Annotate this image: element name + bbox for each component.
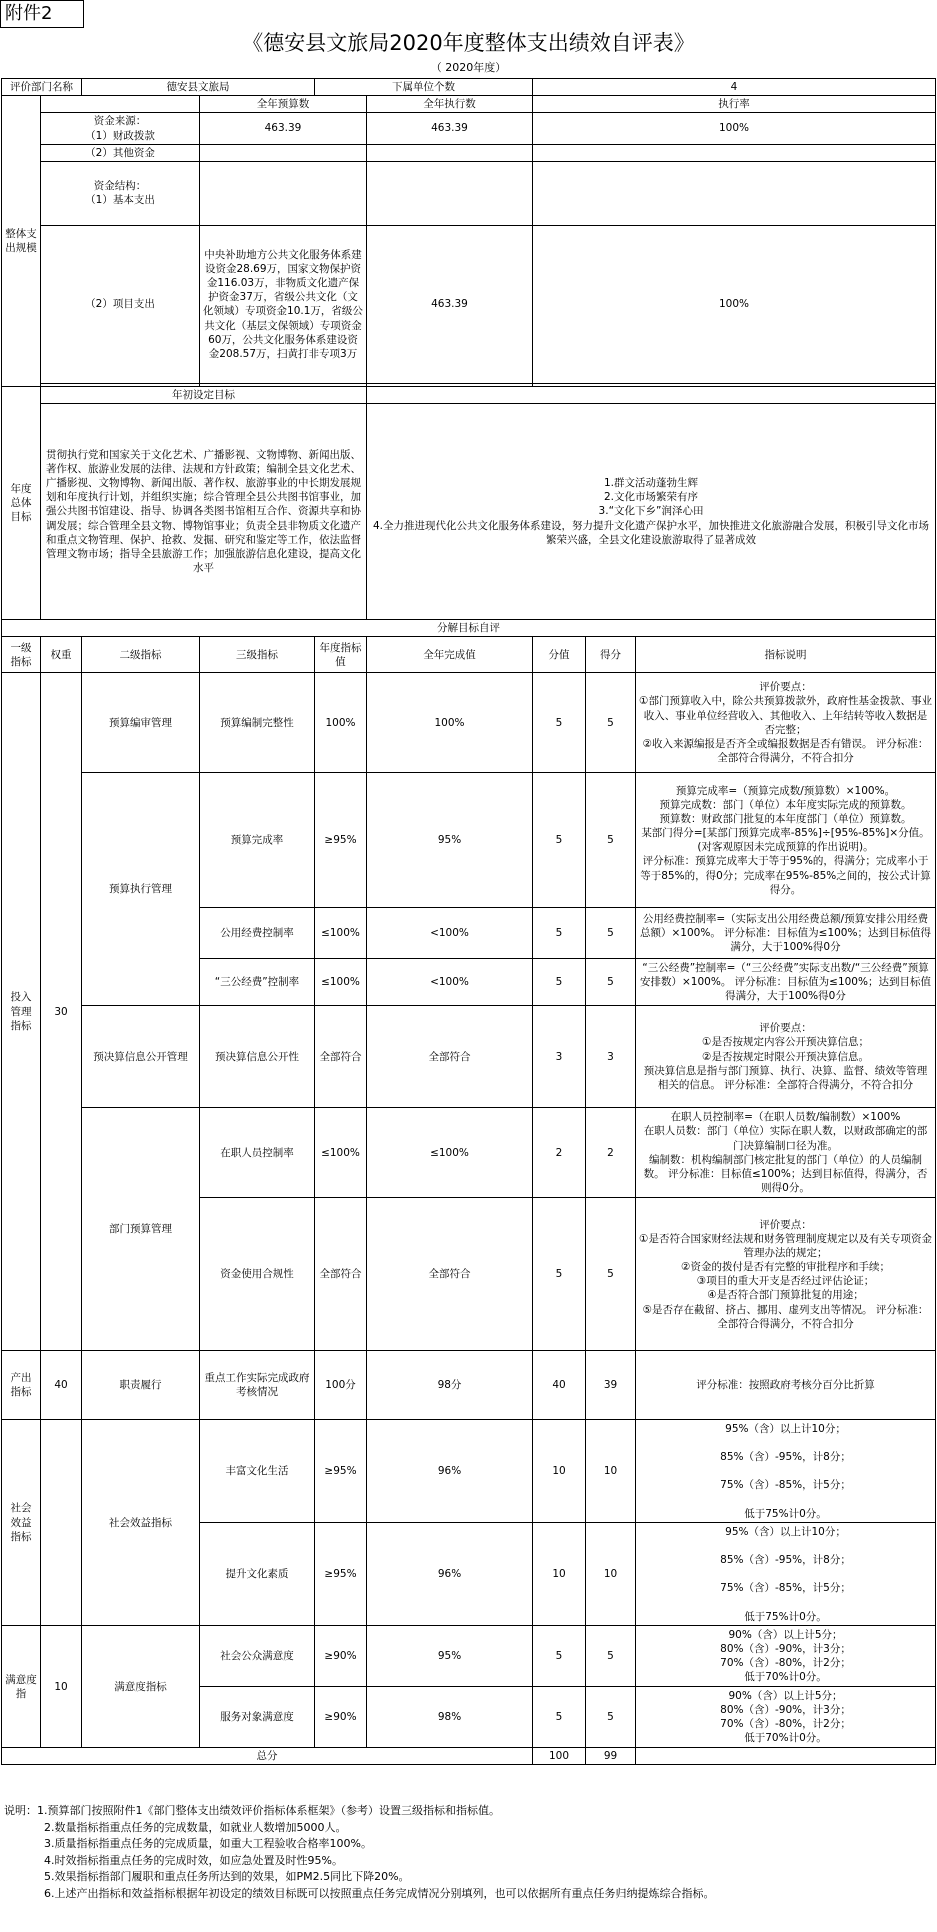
table-row-done: 98分 [367, 1351, 533, 1420]
scale-section-label: 整体支出规模 [2, 96, 41, 387]
notes-section [4, 1803, 934, 1902]
funding-source-exec: 463.39 [367, 113, 533, 144]
annex-label: 附件2 [0, 0, 84, 28]
table-row-l3: 预决算信息公开性 [200, 1006, 315, 1108]
table-row-got: 5 [586, 1626, 636, 1687]
col-exec-header: 全年执行数 [367, 96, 533, 113]
table-row-done: 98% [367, 1687, 533, 1748]
social-l2: 社会效益指标 [82, 1420, 200, 1626]
table-row-l3: 资金使用合规性 [200, 1198, 315, 1351]
header-got: 得分 [586, 637, 636, 673]
dept-value-cell: 德安县文旅局 [82, 79, 315, 96]
table-row-l3: 社会公众满意度 [200, 1626, 315, 1687]
table-row-target: ≤100% [315, 908, 367, 959]
header-score: 分值 [533, 637, 586, 673]
table-row-l2: 预决算信息公开管理 [82, 1006, 200, 1108]
table-row-target: 全部符合 [315, 1198, 367, 1351]
table-row-score: 40 [533, 1351, 586, 1420]
table-row-score: 10 [533, 1523, 586, 1626]
table-row-done: 96% [367, 1420, 533, 1523]
table-row-done: 95% [367, 773, 533, 908]
table-row-l3: 预算编制完整性 [200, 673, 315, 773]
table-row-l3: 预算完成率 [200, 773, 315, 908]
evaluation-table [1, 78, 936, 1765]
satisfaction-weight: 10 [41, 1626, 82, 1748]
other-funds-label: （2）其他资金 [41, 144, 200, 161]
table-row-l3: “三公经费”控制率 [200, 959, 315, 1006]
table-row-score: 5 [533, 1687, 586, 1748]
table-row-score: 5 [533, 1626, 586, 1687]
table-row-got: 39 [586, 1351, 636, 1420]
dept-label-cell: 评价部门名称 [2, 79, 82, 96]
goal-result-text: 1.群文活动蓬勃生辉 2.文化市场繁荣有序 3.“文化下乡”润泽心田 4.全力推进现代化公共文化服务体系建设，努力提升文化遗产保护水平，加快推进文化旅游融合发展，积极引导文化市场繁荣兴盛，全县文化建设旅游取得了显著成效 [367, 404, 936, 620]
table-row-done: <100% [367, 959, 533, 1006]
table-row-done: 96% [367, 1523, 533, 1626]
page-title: 《德安县文旅局2020年度整体支出绩效自评表》 [242, 31, 695, 55]
table-row-target: ≥95% [315, 1523, 367, 1626]
table-row-desc: 评分标准：按照政府考核分百分比折算 [636, 1351, 936, 1420]
total-label: 总分 [2, 1748, 533, 1765]
table-row-got: 2 [586, 1108, 636, 1198]
table-row-score: 2 [533, 1108, 586, 1198]
budget-exec-l2: 预算执行管理 [82, 773, 200, 1006]
table-row-done: 全部符合 [367, 1198, 533, 1351]
table-row-done: 100% [367, 673, 533, 773]
table-row-desc: 评价要点： ①部门预算收入中，除公共预算拨款外，政府性基金拨款、事业收入、事业单位经营收入、其他收入、上年结转等收入数据是否完整； ②收入来源编报是否齐全或编报数据是否有错误。 评分标准：全部符合得满分，不符合扣分 [636, 673, 936, 773]
table-row-got: 3 [586, 1006, 636, 1108]
sub-units-value-cell: 4 [533, 79, 936, 96]
note-line: 4.时效指标指重点任务的完成时效，如应急处置及时性95%。 [44, 1853, 343, 1867]
table-row-score: 5 [533, 1198, 586, 1351]
table-row-target: ≥90% [315, 1687, 367, 1748]
table-row-score: 5 [533, 673, 586, 773]
table-row-l3: 在职人员控制率 [200, 1108, 315, 1198]
project-expense-budget: 中央补助地方公共文化服务体系建设资金28.69万，国家文物保护资金116.03万，非物质文化遗产保护资金37万，省级公共文化（文化领域）专项资金10.1万，省级公共文化（基层文保领域）专项资金60万，公共文化服务体系建设资金208.57万，扫黄打非专项3万 [200, 225, 367, 383]
table-row-desc: 90%（含）以上计5分； 80%（含）-90%，计3分； 70%（含）-80%，计2分； 低于70%计0分。 [636, 1687, 936, 1748]
decomposed-goals-banner: 分解目标自评 [2, 620, 936, 637]
table-row-desc: 预算完成率=（预算完成数/预算数）×100%。 预算完成数：部门（单位）本年度实际完成的预算数。 预算数：财政部门批复的本年度部门（单位）预算数。 某部门得分=[某部门预算完成率-85%]÷[95%-85%]×分值。(对客观原因未完成预算的作出说明)。 评分标准：预算完成率大于等于95%的，得满分；完成率小于等于85%的，得0分；完成率在95%-85%之间的，按公式计算得分。 [636, 773, 936, 908]
header-annual-target: 年度指标值 [315, 637, 367, 673]
social-indicator-label: 社会 效益 指标 [2, 1420, 41, 1626]
satisfaction-l2: 满意度指标 [82, 1626, 200, 1748]
table-row-score: 5 [533, 959, 586, 1006]
header-level2: 二级指标 [82, 637, 200, 673]
funding-source-budget: 463.39 [200, 113, 367, 144]
output-weight: 40 [41, 1351, 82, 1420]
table-row-l3: 服务对象满意度 [200, 1687, 315, 1748]
output-indicator-label: 产出 指标 [2, 1351, 41, 1420]
total-score: 100 [533, 1748, 586, 1765]
table-row-desc: 公用经费控制率=（实际支出公用经费总额/预算安排公用经费总额）×100%。 评分标准：目标值为≤100%；达到目标值得满分，大于100%得0分 [636, 908, 936, 959]
table-row-target: ≥95% [315, 1420, 367, 1523]
table-row-l3: 提升文化素质 [200, 1523, 315, 1626]
table-row-desc: 评价要点： ①是否按规定内容公开预决算信息； ②是否按规定时限公开预决算信息。 预决算信息是指与部门预算、执行、决算、监督、绩效等管理相关的信息。 评分标准：全部符合得满分，不符合扣分 [636, 1006, 936, 1108]
invest-indicator-label: 投入 管理 指标 [2, 673, 41, 1351]
header-description: 指标说明 [636, 637, 936, 673]
dept-budget-l2: 部门预算管理 [82, 1108, 200, 1351]
table-row-l3: 重点工作实际完成政府考核情况 [200, 1351, 315, 1420]
note-line: 3.质量指标指重点任务的完成质量，如重大工程验收合格率100%。 [44, 1837, 372, 1850]
fund-structure-label: 资金结构： （1）基本支出 [41, 161, 200, 225]
table-row-got: 10 [586, 1523, 636, 1626]
table-row-desc: 95%（含）以上计10分； 85%（含）-95%，计8分； 75%（含）-85%，计5分； 低于75%计0分。 [636, 1420, 936, 1523]
table-row-score: 10 [533, 1420, 586, 1523]
table-row-target: ≥95% [315, 773, 367, 908]
project-expense-label: （2）项目支出 [41, 225, 200, 383]
table-row-target: 全部符合 [315, 1006, 367, 1108]
table-row-target: ≤100% [315, 959, 367, 1006]
table-row-done: 95% [367, 1626, 533, 1687]
satisfaction-indicator-label: 满意度指 [2, 1626, 41, 1748]
table-row-score: 5 [533, 908, 586, 959]
table-row-got: 5 [586, 1687, 636, 1748]
table-row-target: 100分 [315, 1351, 367, 1420]
note-line: 5.效果指标指部门履职和重点任务所达到的效果，如PM2.5同比下降20%。 [44, 1870, 410, 1883]
note-line: 说明：1.预算部门按照附件1《部门整体支出绩效评价指标体系框架》（参考）设置三级指标和指标值。 [4, 1804, 500, 1817]
header-level1: 一级 指标 [2, 637, 41, 673]
table-row-score: 5 [533, 773, 586, 908]
initial-goal-text: 贯彻执行党和国家关于文化艺术、广播影视、文物博物、新闻出版、著作权、旅游业发展的法律、法规和方针政策；编制全县文化艺术、广播影视、文物博物、新闻出版、著作权、旅游事业的中长期发展规划和年度执行计划，并组织实施；综合管理全县公共图书馆事业，加强公共图书馆建设、指导、协调各类图书馆相互合作、资源共享和协调发展；综合管理全县文物、博物馆事业；负责全县非物质文化遗产和重点文物管理、保护、抢救、发掘、研究和鉴定等工作，依法监督管理文物市场；指导全县旅游工作；加强旅游信息化建设，提高文化水平 [41, 404, 367, 620]
table-row-l3: 丰富文化生活 [200, 1420, 315, 1523]
table-row-l2: 预算编审管理 [82, 673, 200, 773]
table-row-got: 5 [586, 908, 636, 959]
funding-source-rate: 100% [533, 113, 936, 144]
header-level3: 三级指标 [200, 637, 315, 673]
table-row-l3: 公用经费控制率 [200, 908, 315, 959]
col-budget-header: 全年预算数 [200, 96, 367, 113]
funding-source-label: 资金来源： （1）财政拨款 [41, 113, 200, 144]
sub-units-label-cell: 下属单位个数 [315, 79, 533, 96]
total-got: 99 [586, 1748, 636, 1765]
table-row-got: 10 [586, 1420, 636, 1523]
header-weight: 权重 [41, 637, 82, 673]
table-row-done: <100% [367, 908, 533, 959]
table-row-target: ≤100% [315, 1108, 367, 1198]
table-row-desc: 95%（含）以上计10分； 85%（含）-95%，计8分； 75%（含）-85%，计5分； 低于75%计0分。 [636, 1523, 936, 1626]
table-row-target: 100% [315, 673, 367, 773]
note-line: 6.上述产出指标和效益指标根据年初设定的绩效目标既可以按照重点任务完成情况分别填列，也可以依据所有重点任务归纳提炼综合指标。 [44, 1886, 715, 1900]
table-row-desc: 在职人员控制率=（在职人员数/编制数）×100% 在职人员数：部门（单位）实际在职人数，以财政部确定的部门决算编制口径为准。 编制数：机构编制部门核定批复的部门（单位）的人员编制数。 评分标准：目标值≤100%；达到目标值得，得满分，否则得0分。 [636, 1108, 936, 1198]
note-line: 2.数量指标指重点任务的完成数量，如就业人数增加5000人。 [44, 1820, 347, 1834]
table-row-got: 5 [586, 773, 636, 908]
project-expense-exec: 463.39 [367, 225, 533, 383]
table-row-score: 3 [533, 1006, 586, 1108]
table-row-got: 5 [586, 959, 636, 1006]
table-row-target: ≥90% [315, 1626, 367, 1687]
year-subtitle: （ 2020年度） [430, 61, 507, 74]
annual-goal-section-label: 年度 总体 目标 [2, 386, 41, 619]
header-annual-done: 全年完成值 [367, 637, 533, 673]
table-row-desc: 90%（含）以上计5分； 80%（含）-90%，计3分； 70%（含）-80%，计2分； 低于70%计0分。 [636, 1626, 936, 1687]
table-row-got: 5 [586, 1198, 636, 1351]
table-row-done: ≤100% [367, 1108, 533, 1198]
col-rate-header: 执行率 [533, 96, 936, 113]
invest-weight: 30 [41, 673, 82, 1351]
table-row-done: 全部符合 [367, 1006, 533, 1108]
project-expense-rate: 100% [533, 225, 936, 383]
table-row-got: 5 [586, 673, 636, 773]
table-row-desc: 评价要点： ①是否符合国家财经法规和财务管理制度规定以及有关专项资金管理办法的规定； ②资金的拨付是否有完整的审批程序和手续； ③项目的重大开支是否经过评估论证； ④是否符合部门预算批复的用途； ⑤是否存在截留、挤占、挪用、虚列支出等情况。 评分标准：全部符合得满分，不符合扣分 [636, 1198, 936, 1351]
table-row-l2: 职责履行 [82, 1351, 200, 1420]
table-row-desc: “三公经费”控制率=（“三公经费”实际支出数/“三公经费”预算安排数）×100%。 评分标准：目标值为≤100%；达到目标值得满分，大于100%得0分 [636, 959, 936, 1006]
initial-goal-header: 年初设定目标 [41, 386, 367, 403]
